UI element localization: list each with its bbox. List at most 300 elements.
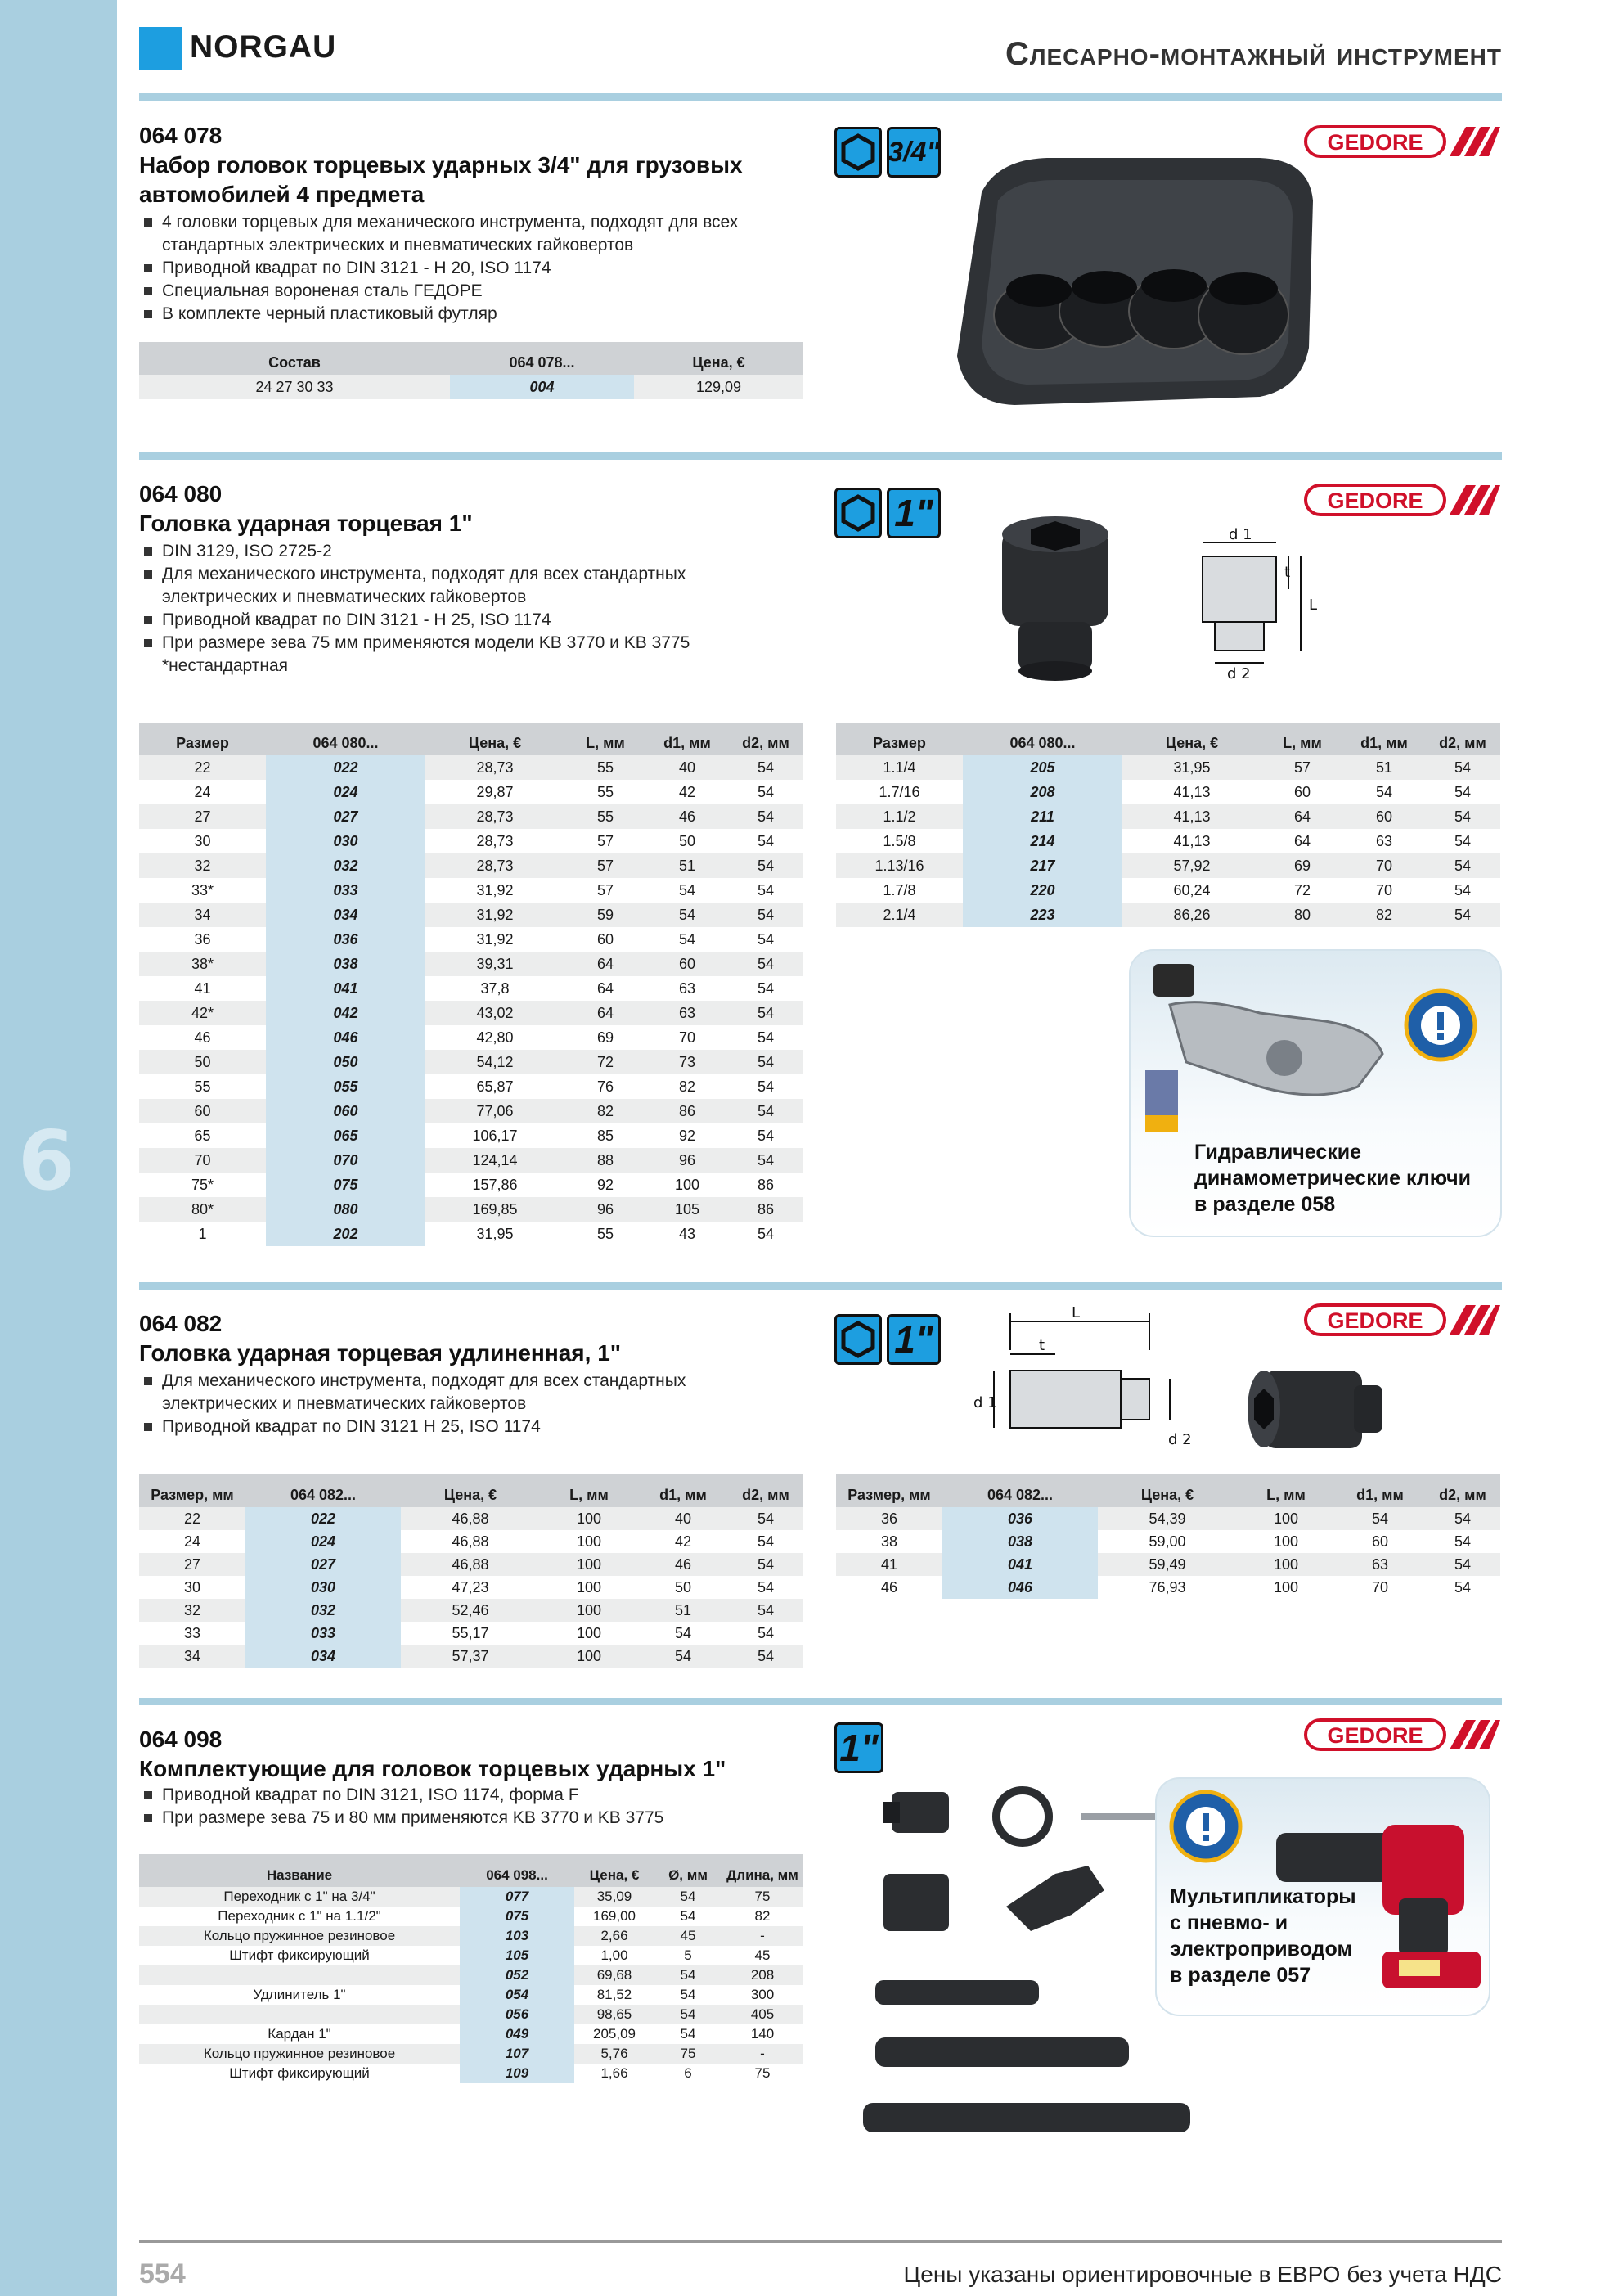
article-code-cell: 103 (460, 1926, 574, 1946)
table-cell: 76 (596, 1078, 614, 1095)
table-cell: 28,73 (476, 832, 514, 849)
column-header: d1, мм (646, 723, 728, 755)
s2-article-number: 064 080 (139, 481, 223, 506)
table-cell: 100 (540, 1553, 638, 1576)
table-cell: 46 (646, 804, 728, 829)
column-header: Цена, € (401, 1474, 540, 1507)
column-header: Длина, мм (722, 1854, 803, 1887)
table-cell: 205,09 (593, 2026, 636, 2042)
article-code-cell: 041 (266, 976, 425, 1001)
long-socket-image (1231, 1362, 1395, 1456)
article-code-cell: 038 (942, 1530, 1098, 1553)
s3-title: Головка ударная торцевая удлиненная, 1" (139, 1340, 622, 1366)
feature-item: Приводной квадрат по DIN 3121 - H 25, ISO 1174 (139, 609, 810, 632)
column-header: 064 080... (963, 723, 1122, 755)
column-header: Название (139, 1854, 460, 1887)
feature-item: *нестандартная (162, 656, 289, 675)
table-cell: 45 (754, 1947, 771, 1963)
table-cell: 72 (564, 1050, 646, 1074)
table-cell: 100 (576, 1578, 602, 1596)
article-code-cell: 107 (460, 2044, 574, 2064)
table-cell: 54 (757, 832, 775, 849)
table-cell: 54 (728, 1148, 803, 1173)
table-cell: 54 (728, 1001, 803, 1025)
table-cell: 32 (139, 1599, 245, 1622)
table-cell: 31,92 (425, 903, 564, 927)
table-cell: 86 (757, 1176, 775, 1193)
hydraulic-wrench-image (1137, 956, 1432, 1136)
table-cell: 105 (646, 1197, 728, 1222)
hex-drive-icon (834, 127, 882, 178)
section-divider (139, 1698, 1502, 1705)
s2-title: Головка ударная торцевая 1" (139, 511, 473, 536)
s3-features (139, 1370, 810, 1438)
table-row (139, 2005, 803, 2024)
table-row (836, 878, 1500, 903)
section-divider (139, 452, 1502, 460)
table-cell: 65 (194, 1127, 211, 1144)
article-code-cell: 033 (245, 1622, 401, 1645)
table-cell: 54 (728, 755, 803, 780)
table-cell: 63 (678, 979, 696, 997)
table-cell: 82 (678, 1078, 696, 1095)
table-row (139, 1946, 803, 1965)
table-cell: 75 (722, 1887, 803, 1907)
table-cell: 55 (564, 755, 646, 780)
table-cell: 24 (183, 1533, 201, 1550)
drive-size-label: 1" (894, 492, 933, 534)
table-cell: 46 (880, 1578, 898, 1596)
table-cell: 59 (564, 903, 646, 927)
article-code-cell: 105 (460, 1946, 574, 1965)
table-row (139, 1576, 803, 1599)
svg-text:GEDORE: GEDORE (1327, 488, 1423, 513)
table-row (836, 804, 1500, 829)
table-cell: 41 (194, 979, 211, 997)
table-row (139, 1099, 803, 1123)
section-divider (139, 93, 1502, 101)
table-cell: 124,14 (425, 1148, 564, 1173)
table-cell: 37,8 (480, 979, 510, 997)
table-cell: 46,88 (401, 1553, 540, 1576)
table-cell: 54 (757, 1533, 775, 1550)
table-row (836, 780, 1500, 804)
table-row (836, 755, 1500, 780)
table-cell: 75* (191, 1176, 214, 1193)
feature-item: Специальная вороненая сталь ГЕДОРЕ (139, 280, 794, 303)
feature-item: При размере зева 75 мм применяются модели KB 3770 и KB 3775 (139, 632, 810, 655)
s1-article-number: 064 078 (139, 123, 223, 148)
table-cell: 54 (674, 1624, 692, 1641)
article-code-cell: 049 (460, 2024, 574, 2044)
table-cell: 40 (638, 1507, 728, 1530)
table-cell: 60 (1343, 804, 1425, 829)
table-cell: 41,13 (1173, 832, 1211, 849)
table-cell: 54 (680, 1908, 696, 1924)
column-header: d1, мм (1343, 723, 1425, 755)
table-row (139, 1148, 803, 1173)
table-cell: 42,80 (476, 1029, 514, 1046)
table-row (139, 1622, 803, 1645)
feature-item: Приводной квадрат по DIN 3121 H 25, ISO 1174 (139, 1416, 810, 1438)
table-row (139, 1123, 803, 1148)
table-cell: 54 (1335, 1507, 1425, 1530)
table-cell: 36 (836, 1507, 942, 1530)
table-cell: 100 (1237, 1553, 1335, 1576)
table-cell: 54 (646, 903, 728, 927)
table-cell: 6 (684, 2065, 692, 2081)
table-cell: 55 (596, 783, 614, 800)
table-cell: 54 (728, 804, 803, 829)
table-cell: Кольцо пружинное резиновое (139, 1926, 460, 1946)
article-code-cell: 214 (963, 829, 1122, 853)
table-row (139, 1025, 803, 1050)
table-row (139, 927, 803, 952)
gedore-logo (1304, 124, 1500, 160)
column-header: 064 080... (266, 723, 425, 755)
table-cell: 100 (1237, 1507, 1335, 1530)
table-cell: 50 (139, 1050, 266, 1074)
column-header: d2, мм (728, 723, 803, 755)
table-row (139, 1965, 803, 1985)
article-code-cell: 075 (460, 1907, 574, 1926)
table-row (139, 1197, 803, 1222)
article-code-cell: 041 (942, 1553, 1098, 1576)
table-cell: 54 (678, 930, 696, 948)
table-cell: 32 (139, 853, 266, 878)
table-cell: 54 (1454, 881, 1472, 898)
table-row: 24 27 30 33 004 129,09 (139, 375, 803, 399)
table-cell: 42 (678, 783, 696, 800)
table-cell: 41,13 (1173, 783, 1211, 800)
table-cell: 31,95 (1122, 755, 1261, 780)
table-cell: 1.13/16 (836, 853, 963, 878)
table-cell: 54 (1425, 853, 1500, 878)
table-row (139, 1599, 803, 1622)
table-row (139, 829, 803, 853)
svg-text:GEDORE: GEDORE (1327, 130, 1423, 155)
table-cell: 86 (728, 1197, 803, 1222)
table-cell: 40 (646, 755, 728, 780)
table-cell: 42 (674, 1533, 692, 1550)
table-cell: 54 (728, 1599, 803, 1622)
article-code-cell: 077 (460, 1887, 574, 1907)
article-code-cell: 024 (245, 1530, 401, 1553)
exclamation-icon (1403, 988, 1478, 1063)
table-cell: 82 (1343, 903, 1425, 927)
article-code-cell: 050 (266, 1050, 425, 1074)
table-cell: 100 (1273, 1533, 1299, 1550)
column-header: Цена, € (574, 1854, 654, 1887)
table-cell: 60 (596, 930, 614, 948)
table-cell: 5 (684, 1947, 692, 1963)
table-row (139, 1887, 803, 1907)
article-code-cell: 030 (266, 829, 425, 853)
svg-text:d 2: d 2 (1168, 1431, 1192, 1448)
table-cell: 50 (674, 1578, 692, 1596)
table-row (139, 976, 803, 1001)
table-header: Состав 064 078... Цена, € (139, 342, 803, 375)
table-cell: 30 (194, 832, 211, 849)
exclamation-icon (1168, 1789, 1243, 1864)
table-cell: 69 (1261, 853, 1343, 878)
info-hydraulic-line2: динамометрические ключи (1194, 1167, 1472, 1190)
drive-size-label: 1" (839, 1727, 879, 1769)
article-code-cell: 060 (266, 1099, 425, 1123)
table-cell: 33 (183, 1624, 201, 1641)
column-header: Ø, мм (654, 1854, 722, 1887)
table-row (836, 1576, 1500, 1599)
table-cell: 2.1/4 (836, 903, 963, 927)
article-code-cell: 054 (460, 1985, 574, 2005)
table-cell: 1,66 (600, 2065, 628, 2081)
info-hydraulic-line3: в разделе 058 (1194, 1193, 1336, 1216)
s2-table-right (836, 723, 1500, 927)
column-header: Размер (139, 723, 266, 755)
table-cell: 30 (183, 1578, 201, 1596)
socket-set-case-image (949, 143, 1325, 438)
table-cell: 1,00 (600, 1947, 628, 1963)
svg-text:d 1: d 1 (1229, 526, 1252, 543)
info-multipliers-line1: Мультипликаторы (1170, 1885, 1356, 1908)
table-cell: 208 (722, 1965, 803, 1985)
table-cell: 24 (194, 783, 211, 800)
feature-item: DIN 3129, ISO 2725-2 (139, 540, 810, 563)
table-cell: Переходник с 1" на 3/4" (139, 1887, 460, 1907)
table-cell: 52,46 (401, 1599, 540, 1622)
table-cell: 46 (638, 1553, 728, 1576)
table-cell: 100 (576, 1624, 602, 1641)
table-cell: 33* (191, 881, 214, 898)
article-code-cell: 036 (942, 1507, 1098, 1530)
article-code-cell: 036 (266, 927, 425, 952)
table-cell: 75 (754, 2065, 771, 2081)
table-cell: 63 (1375, 832, 1393, 849)
table-cell: 46,88 (401, 1507, 540, 1530)
gedore-logo (1304, 1302, 1500, 1338)
table-cell: 54 (1425, 903, 1500, 927)
table-cell: 54 (1454, 1533, 1472, 1550)
article-code-cell: 032 (245, 1599, 401, 1622)
table-cell: 60 (1293, 783, 1311, 800)
table-cell: 54 (654, 1887, 722, 1907)
table-row (139, 903, 803, 927)
info-multipliers-line2: с пневмо- и (1170, 1911, 1288, 1934)
table-cell: 54 (728, 1645, 803, 1668)
table-cell: Переходник с 1" на 1.1/2" (218, 1908, 381, 1924)
s3-table-left (139, 1474, 803, 1668)
table-cell: 54 (757, 1127, 775, 1144)
table-cell: 100 (1273, 1578, 1299, 1596)
svg-text:GEDORE: GEDORE (1327, 1723, 1423, 1748)
table-cell: 31,92 (476, 881, 514, 898)
table-cell: 54 (680, 1987, 696, 2002)
table-cell: 57 (564, 853, 646, 878)
column-header: Цена, € (425, 723, 564, 755)
article-code-cell: 065 (266, 1123, 425, 1148)
feature-item: Приводной квадрат по DIN 3121, ISO 1174, форма F (139, 1784, 810, 1807)
table-cell: 100 (540, 1599, 638, 1622)
table-header (836, 1474, 1500, 1507)
article-code-cell: 033 (266, 878, 425, 903)
table-cell: 28,73 (425, 853, 564, 878)
table-cell: 100 (540, 1507, 638, 1530)
table-cell: 54 (757, 783, 775, 800)
table-cell: 60,24 (1173, 881, 1211, 898)
table-cell: 405 (722, 2005, 803, 2024)
article-code-cell: 027 (266, 804, 425, 829)
table-row (139, 2064, 803, 2083)
table-header (836, 723, 1500, 755)
table-cell: Удлинитель 1" (253, 1987, 346, 2002)
table-cell: 65,87 (476, 1078, 514, 1095)
svg-text:d 2: d 2 (1227, 665, 1251, 682)
table-row (139, 1645, 803, 1668)
article-code-cell: 080 (266, 1197, 425, 1222)
s4-article-number: 064 098 (139, 1727, 223, 1752)
table-cell: 100 (540, 1645, 638, 1668)
table-row (836, 829, 1500, 853)
table-row (139, 1001, 803, 1025)
table-cell: 38* (139, 952, 266, 976)
table-cell: 54 (757, 930, 775, 948)
table-cell: 54,39 (1098, 1507, 1237, 1530)
column-header: d2, мм (1425, 1474, 1500, 1507)
table-cell: 28,73 (425, 755, 564, 780)
table-cell: 55 (564, 804, 646, 829)
article-code-cell: 024 (266, 780, 425, 804)
article-code-cell: 075 (266, 1173, 425, 1197)
article-code-cell: 027 (245, 1553, 401, 1576)
hex-drive-icon (834, 1314, 882, 1365)
s4-accessories-table (139, 1854, 803, 2083)
feature-item: электрических и пневматических гайковертов (162, 1394, 527, 1413)
table-cell: 54 (728, 1050, 803, 1074)
table-cell: 54 (1425, 1507, 1500, 1530)
table-cell: 86 (646, 1099, 728, 1123)
column-header: 064 082... (245, 1474, 401, 1507)
table-cell: 31,95 (476, 1225, 514, 1242)
table-cell: 64 (596, 979, 614, 997)
table-cell: 51 (1343, 755, 1425, 780)
table-cell: 1 (198, 1225, 207, 1242)
table-row (139, 1553, 803, 1576)
article-code-cell: 055 (266, 1074, 425, 1099)
svg-text:L: L (1072, 1304, 1081, 1321)
table-cell: 47,23 (452, 1578, 489, 1596)
table-cell: 54 (1454, 1578, 1472, 1596)
table-cell: 57,37 (401, 1645, 540, 1668)
table-cell: 92 (678, 1127, 696, 1144)
gedore-logo (1304, 482, 1500, 518)
table-cell: 5,76 (574, 2044, 654, 2064)
table-cell: 27 (139, 1553, 245, 1576)
table-cell: 70 (1375, 881, 1393, 898)
table-row (139, 2044, 803, 2064)
table-cell: 1.7/16 (879, 783, 920, 800)
table-cell: 54 (728, 853, 803, 878)
table-cell: 34 (139, 903, 266, 927)
table-row (139, 2024, 803, 2044)
article-code-cell: 022 (245, 1507, 401, 1530)
table-row (836, 1507, 1500, 1530)
table-cell: - (722, 2044, 803, 2064)
svg-text:t: t (1284, 564, 1291, 581)
column-header: L, мм (540, 1474, 638, 1507)
page-number: 554 (139, 2258, 186, 2289)
article-code-cell: 034 (245, 1645, 401, 1668)
column-header: Цена, € (1122, 723, 1261, 755)
table-cell: 70 (139, 1148, 266, 1173)
table-cell: 42* (139, 1001, 266, 1025)
table-cell: 86,26 (1122, 903, 1261, 927)
article-code-cell: 217 (963, 853, 1122, 878)
table-row (139, 804, 803, 829)
table-cell: 46,88 (452, 1533, 489, 1550)
table-cell: 54 (757, 1225, 775, 1242)
article-code-cell: 202 (266, 1222, 425, 1246)
table-cell: 22 (139, 1507, 245, 1530)
table-cell: 85 (596, 1127, 614, 1144)
column-header: d2, мм (1425, 723, 1500, 755)
table-cell: 54 (638, 1645, 728, 1668)
table-cell: Кардан 1" (268, 2026, 331, 2042)
table-cell: 54 (757, 1029, 775, 1046)
column-header: Размер, мм (139, 1474, 245, 1507)
table-cell: 39,31 (425, 952, 564, 976)
table-cell: 96 (564, 1197, 646, 1222)
table-cell: Штифт фиксирующий (229, 1947, 370, 1963)
table-cell: 54 (680, 2026, 696, 2042)
long-socket-dimension-drawing (973, 1301, 1192, 1465)
table-cell: 54 (728, 1099, 803, 1123)
table-cell: 41,13 (1122, 804, 1261, 829)
article-code-cell: 046 (942, 1576, 1098, 1599)
table-row (139, 1507, 803, 1530)
table-cell: 80 (1261, 903, 1343, 927)
table-cell: 54 (757, 1078, 775, 1095)
table-cell: - (722, 1926, 803, 1946)
brand-logo-square (139, 27, 182, 70)
table-row (139, 1074, 803, 1099)
s1-features (139, 211, 794, 326)
table-cell: 38 (880, 1533, 898, 1550)
feature-item: Приводной квадрат по DIN 3121 - H 20, ISO 1174 (139, 257, 794, 280)
table-cell: 54 (678, 881, 696, 898)
table-cell: 54 (654, 1965, 722, 1985)
table-row (139, 1926, 803, 1946)
table-cell: 60 (139, 1099, 266, 1123)
info-multipliers-line3: электроприводом (1170, 1938, 1352, 1961)
column-header: Размер (836, 723, 963, 755)
table-cell: 54 (1425, 1553, 1500, 1576)
article-code-cell: 022 (266, 755, 425, 780)
s3-article-number: 064 082 (139, 1311, 223, 1336)
table-cell: 82 (564, 1099, 646, 1123)
footer-note: Цены указаны ориентировочные в ЕВРО без учета НДС (903, 2262, 1502, 2287)
column-header: d2, мм (728, 1474, 803, 1507)
article-code-cell: 208 (963, 780, 1122, 804)
section-divider (139, 1282, 1502, 1290)
table-cell: 98,65 (574, 2005, 654, 2024)
table-cell: 54 (757, 881, 775, 898)
article-code-cell: 046 (266, 1025, 425, 1050)
table-cell: 54 (1454, 783, 1472, 800)
table-cell: 70 (1371, 1578, 1389, 1596)
table-cell: 57 (596, 832, 614, 849)
s1-price-table (139, 342, 803, 399)
table-cell: 51 (646, 853, 728, 878)
